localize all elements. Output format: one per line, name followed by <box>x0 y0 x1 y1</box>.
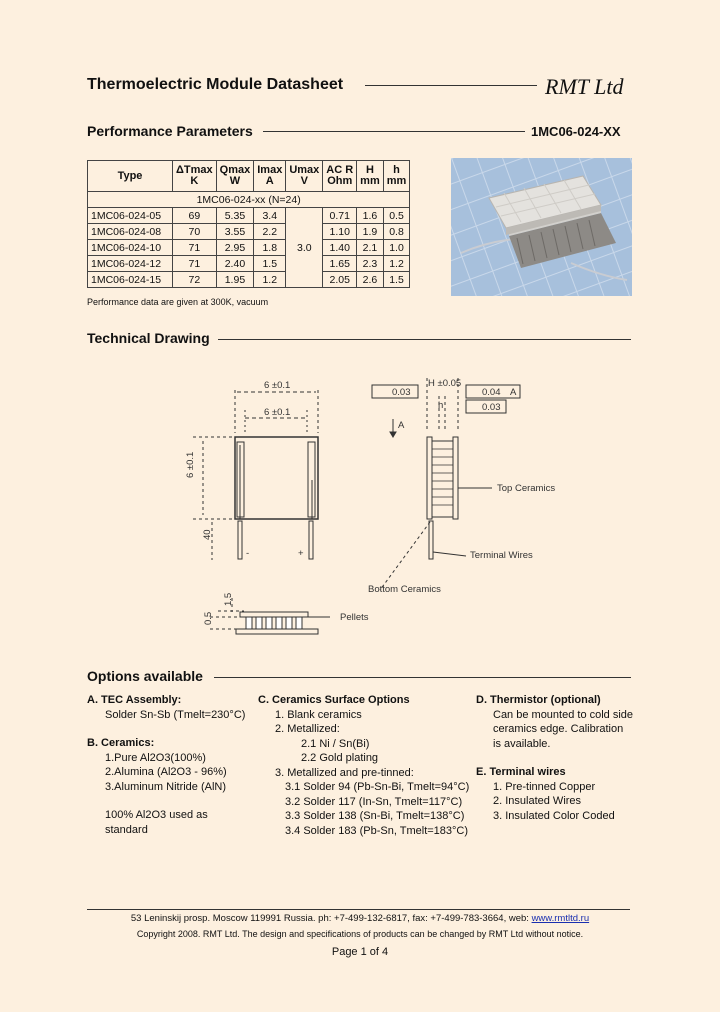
option-item: is available. <box>493 737 551 750</box>
cell-q: 1.95 <box>216 272 254 288</box>
cell-h: 1.0 <box>383 240 410 256</box>
option-item: Can be mounted to cold side <box>493 708 634 721</box>
option-item: 1. Blank ceramics <box>275 708 362 721</box>
footer-rule <box>87 909 630 910</box>
model-code: 1MC06-024-XX <box>531 124 621 139</box>
h-small-label: h <box>438 400 444 411</box>
option-item: ceramics edge. Calibration <box>493 723 624 735</box>
footer-address: 53 Leninskij prosp. Moscow 119991 Russia. ph: +7-499-132-6817, fax: +7-499-783-3664, web: <box>130 913 532 924</box>
cell-i: 1.8 <box>254 240 286 256</box>
cell-dt: 72 <box>173 272 217 288</box>
option-heading-surface: C. Ceramics Surface Options <box>258 694 410 706</box>
option-item: 2.Alumina (Al2O3 - 96%) <box>105 766 227 778</box>
flatness2-label: 0.03 <box>482 402 501 413</box>
cell-acr: 1.65 <box>323 256 357 272</box>
dim-inner-label: 6 ±0.1 <box>264 407 291 418</box>
dim-15-label: 1.5 <box>223 592 234 606</box>
cell-H: 2.6 <box>357 272 384 288</box>
dim-wire-label: 40 <box>202 529 213 540</box>
performance-note: Performance data are given at 300K, vacuum <box>87 297 269 307</box>
col-dtmax: ΔTmax K <box>173 161 217 192</box>
plus-label: + <box>298 548 304 559</box>
cell-H: 1.9 <box>357 224 384 240</box>
cell-type: 1MC06-024-10 <box>88 240 173 256</box>
group-label: 1MC06-024-xx (N=24) <box>88 192 410 208</box>
option-item: 2.1 Ni / Sn(Bi) <box>301 737 370 750</box>
spacer <box>87 722 252 736</box>
datum-label: A <box>398 420 405 431</box>
option-item: 3.3 Solder 138 (Sn-Bi, Tmelt=138°C) <box>285 810 465 822</box>
cell-dt: 71 <box>173 256 217 272</box>
options-col-d <box>476 693 636 823</box>
option-heading-ceramics: B. Ceramics: <box>87 737 155 749</box>
col-imax: Imax A <box>254 161 286 192</box>
option-item: Solder Sn-Sb (Tmelt=230°C) <box>105 708 246 721</box>
option-item: 2.2 Gold plating <box>301 752 379 764</box>
cell-type: 1MC06-024-15 <box>88 272 173 288</box>
option-item: 3.2 Solder 117 (In-Sn, Tmelt=117°C) <box>285 795 463 808</box>
performance-heading: Performance Parameters <box>87 123 253 139</box>
cell-h: 1.2 <box>383 256 410 272</box>
dim-05-label: 0.5 <box>203 611 214 625</box>
cell-umax: 3.0 <box>286 208 323 288</box>
website-link[interactable]: www.rmtltd.ru <box>531 913 590 924</box>
pellets-label: Pellets <box>340 612 369 623</box>
cell-q: 2.40 <box>216 256 254 272</box>
cell-type: 1MC06-024-08 <box>88 224 173 240</box>
spacer <box>87 794 252 808</box>
cell-h: 0.5 <box>383 208 410 224</box>
option-item: 3.Aluminum Nitride (AlN) <box>105 780 227 793</box>
terminal-wires-label: Terminal Wires <box>470 550 533 561</box>
option-item: 3.4 Solder 183 (Pb-Sn, Tmelt=183°C) <box>285 824 469 837</box>
drawing-heading: Technical Drawing <box>87 330 210 346</box>
cell-acr: 1.10 <box>323 224 357 240</box>
cell-dt: 69 <box>173 208 217 224</box>
cell-i: 3.4 <box>254 208 286 224</box>
cell-acr: 2.05 <box>323 272 357 288</box>
document-title: Thermoelectric Module Datasheet <box>87 76 344 93</box>
option-item: 3. Metallized and pre-tinned: <box>275 766 414 779</box>
col-umax: Umax V <box>286 161 323 192</box>
brand-logo: RMT Ltd <box>545 74 624 99</box>
options-col-a <box>87 693 252 837</box>
cell-q: 5.35 <box>216 208 254 224</box>
col-H: H mm <box>357 161 384 192</box>
cell-acr: 1.40 <box>323 240 357 256</box>
parallel-label: 0.04 <box>482 387 501 398</box>
cell-q: 3.55 <box>216 224 254 240</box>
col-acr: AC R Ohm <box>323 161 357 192</box>
option-item: 2. Insulated Wires <box>493 795 582 807</box>
col-h: h mm <box>383 161 410 192</box>
cell-i: 1.2 <box>254 272 286 288</box>
option-heading-wires: E. Terminal wires <box>476 766 566 778</box>
footer-address-line <box>0 913 720 924</box>
option-item: 3.1 Solder 94 (Pb-Sn-Bi, Tmelt=94°C) <box>285 781 470 793</box>
option-heading-tec: A. TEC Assembly: <box>87 694 182 706</box>
col-type: Type <box>88 161 173 192</box>
dim-top-label: 6 ±0.1 <box>264 380 291 391</box>
col-qmax: Qmax W <box>216 161 254 192</box>
footer-copyright: Copyright 2008. RMT Ltd. The design and specifications of products can be changed by RMT Ltd without notice. <box>136 929 584 939</box>
height-label: H ±0.05 <box>428 378 462 389</box>
cell-h: 1.5 <box>383 272 410 288</box>
bottom-ceramics-label: Bottom Ceramics <box>368 584 441 595</box>
page-number: Page 1 of 4 <box>331 946 389 958</box>
top-ceramics-label: Top Ceramics <box>497 483 556 494</box>
minus-label: - <box>246 548 250 559</box>
option-heading-thermistor: D. Thermistor (optional) <box>476 694 601 706</box>
spacer <box>476 751 636 765</box>
cell-dt: 71 <box>173 240 217 256</box>
options-rule <box>214 677 631 678</box>
cell-i: 2.2 <box>254 224 286 240</box>
options-col-c <box>258 693 473 838</box>
cell-q: 2.95 <box>216 240 254 256</box>
cell-type: 1MC06-024-05 <box>88 208 173 224</box>
option-item: 100% Al2O3 used as standard <box>105 809 208 836</box>
cell-h: 0.8 <box>383 224 410 240</box>
dim-left-label: 6 ±0.1 <box>185 451 196 478</box>
option-item: 1.Pure Al2O3(100%) <box>105 751 206 764</box>
cell-H: 1.6 <box>357 208 384 224</box>
cell-H: 2.1 <box>357 240 384 256</box>
option-item: 3. Insulated Color Coded <box>493 809 615 822</box>
cell-i: 1.5 <box>254 256 286 272</box>
cell-dt: 70 <box>173 224 217 240</box>
flatness-label: 0.03 <box>392 387 411 398</box>
parallel-ref-label: A <box>510 387 517 398</box>
cell-type: 1MC06-024-12 <box>88 256 173 272</box>
option-item: 1. Pre-tinned Copper <box>493 780 596 793</box>
option-item: 2. Metallized: <box>275 723 340 735</box>
cell-H: 2.3 <box>357 256 384 272</box>
options-heading: Options available <box>87 668 203 684</box>
cell-acr: 0.71 <box>323 208 357 224</box>
